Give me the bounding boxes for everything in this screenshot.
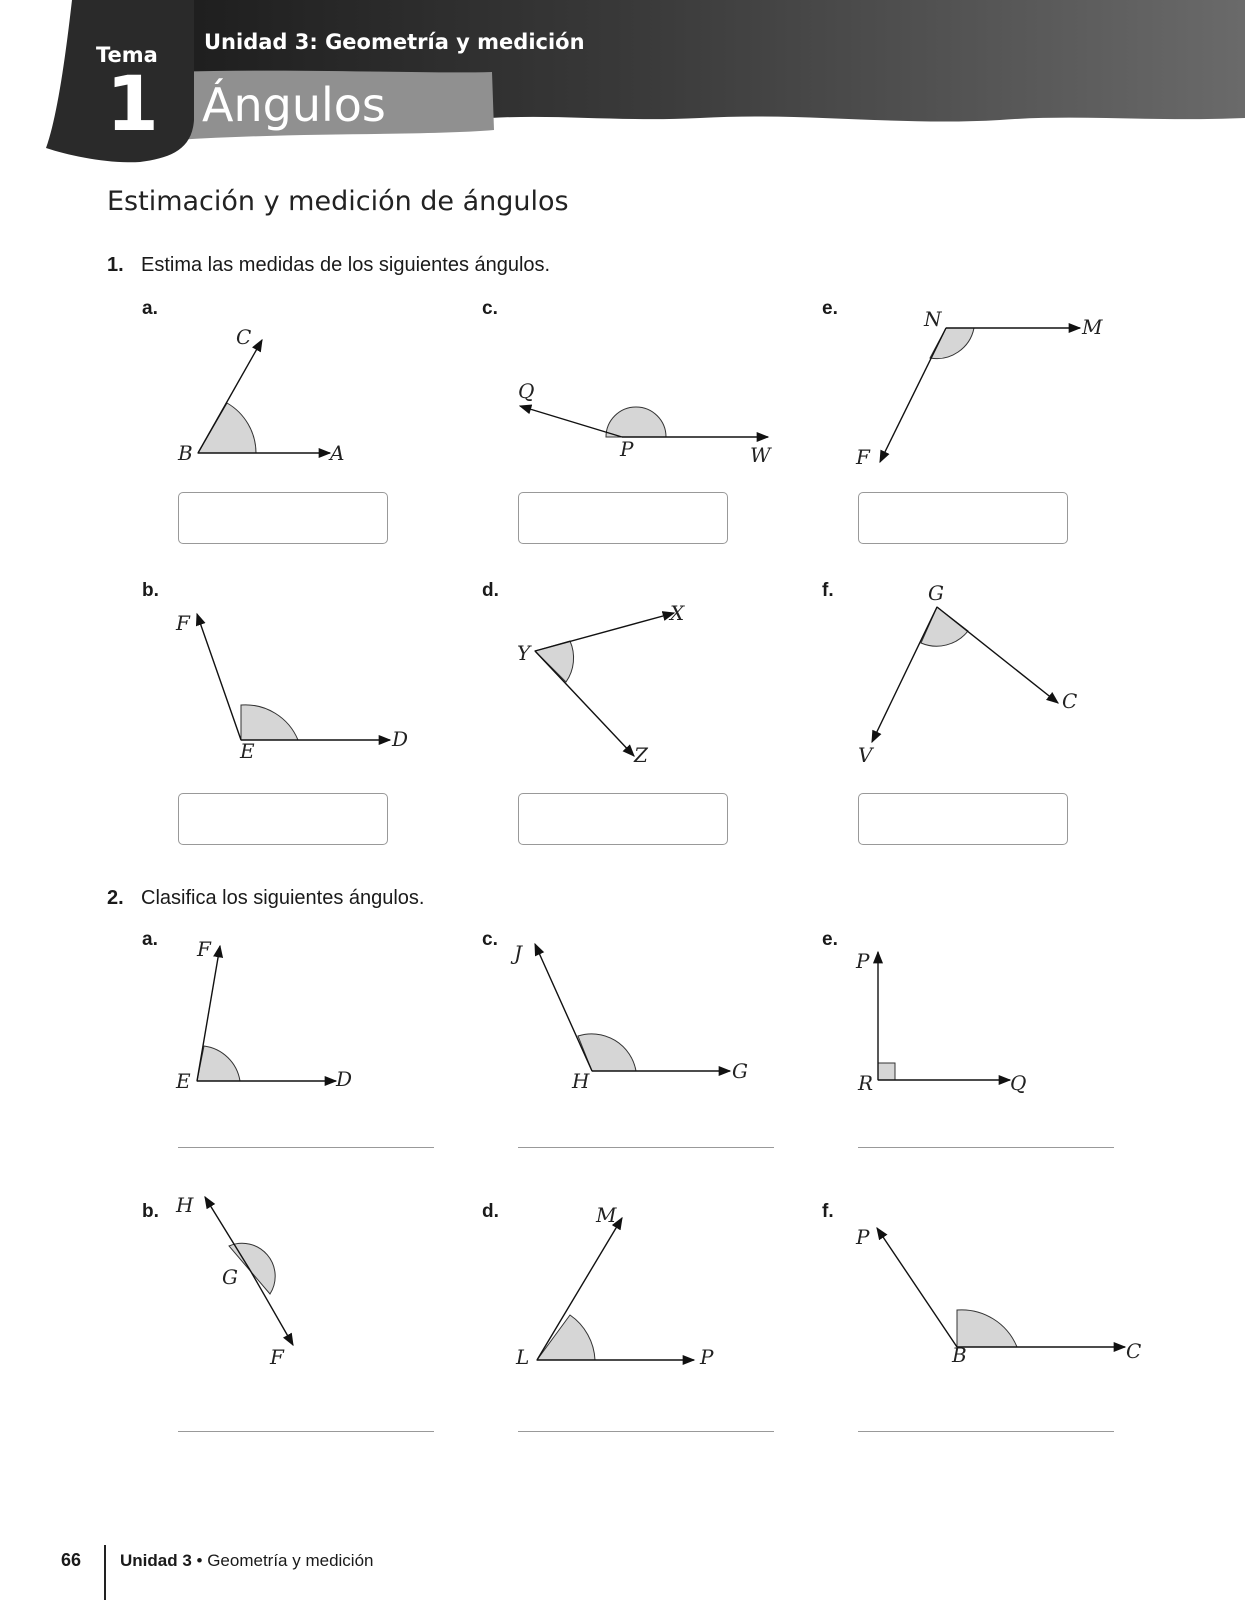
- point-2e-Q: Q: [1010, 1071, 1027, 1095]
- point-2b-F: F: [270, 1345, 284, 1369]
- angle-1c: [520, 406, 768, 437]
- point-2a-F: F: [197, 937, 211, 961]
- ex1-label-b: b.: [142, 580, 159, 601]
- point-1a-A: A: [330, 441, 345, 465]
- point-2c-G: G: [732, 1059, 748, 1083]
- point-2c-H: H: [572, 1069, 590, 1093]
- angle-1e: [880, 328, 1080, 462]
- footer-divider: [104, 1545, 106, 1600]
- footer-unit: [120, 1551, 373, 1571]
- point-1b-E: E: [240, 739, 255, 763]
- tema-label: Tema: [96, 43, 158, 67]
- point-1b-D: D: [392, 727, 409, 751]
- ex1-label-d: d.: [482, 580, 499, 601]
- point-2e-R: R: [858, 1071, 874, 1095]
- unit-title: Unidad 3: Geometría y medición: [204, 30, 585, 54]
- angle-2c: [535, 944, 730, 1071]
- point-1a-C: C: [236, 325, 252, 349]
- footer-unit-bold: Unidad 3: [120, 1551, 192, 1570]
- point-2d-M: M: [596, 1203, 617, 1227]
- point-1f-C: C: [1062, 689, 1078, 713]
- exercise-2-number: 2.: [107, 887, 124, 909]
- exercise-2-text: Clasifica los siguientes ángulos.: [141, 887, 425, 909]
- ex1-label-f: f.: [822, 580, 834, 601]
- page-number: 66: [61, 1550, 82, 1570]
- ex1-label-a: a.: [142, 298, 158, 319]
- point-2f-B: B: [952, 1343, 967, 1367]
- ex2-label-c: c.: [482, 929, 498, 950]
- ex2-label-f: f.: [822, 1201, 834, 1222]
- point-1b-F: F: [176, 611, 190, 635]
- angle-2d: [537, 1218, 694, 1360]
- point-2a-E: E: [176, 1069, 191, 1093]
- point-1e-M: M: [1082, 315, 1103, 339]
- point-1d-Z: Z: [634, 743, 648, 767]
- angle-2b: [205, 1197, 293, 1345]
- angle-1d: [535, 613, 674, 756]
- angle-2f: [877, 1228, 1125, 1347]
- angle-1a: [198, 340, 330, 453]
- point-1d-Y: Y: [517, 641, 531, 665]
- point-2f-P: P: [856, 1225, 870, 1249]
- tema-number: 1: [106, 59, 159, 148]
- point-1e-F: F: [856, 445, 870, 469]
- ex2-label-d: d.: [482, 1201, 499, 1222]
- point-1f-G: G: [928, 581, 944, 605]
- exercise-1-number: 1.: [107, 254, 124, 276]
- point-2e-P: P: [856, 949, 870, 973]
- point-2c-J: J: [514, 941, 523, 965]
- page-title: Ángulos: [202, 78, 386, 132]
- ex1-label-c: c.: [482, 298, 498, 319]
- exercise-1-text: Estima las medidas de los siguientes ángulos.: [141, 254, 551, 276]
- point-2b-G: G: [222, 1265, 238, 1289]
- ex2-label-e: e.: [822, 929, 838, 950]
- point-1c-W: W: [750, 443, 771, 467]
- point-1a-B: B: [178, 441, 193, 465]
- point-2d-L: L: [516, 1345, 530, 1369]
- point-1d-X: X: [670, 601, 685, 625]
- point-1f-V: V: [858, 743, 873, 767]
- point-2b-H: H: [176, 1193, 194, 1217]
- point-1e-N: N: [924, 307, 942, 331]
- angle-2a: [197, 946, 336, 1081]
- angle-1f: [872, 607, 1058, 742]
- point-2f-C: C: [1126, 1339, 1142, 1363]
- point-1c-Q: Q: [518, 379, 535, 403]
- point-1c-P: P: [620, 437, 634, 461]
- ex2-label-a: a.: [142, 929, 158, 950]
- point-2a-D: D: [336, 1067, 353, 1091]
- angle-1b: [197, 614, 390, 740]
- angle-2e: [878, 952, 1010, 1080]
- point-2d-P: P: [700, 1345, 714, 1369]
- section-title: Estimación y medición de ángulos: [107, 186, 569, 217]
- ex2-label-b: b.: [142, 1201, 159, 1222]
- ex1-label-e: e.: [822, 298, 838, 319]
- footer-unit-rest: • Geometría y medición: [191, 1551, 374, 1570]
